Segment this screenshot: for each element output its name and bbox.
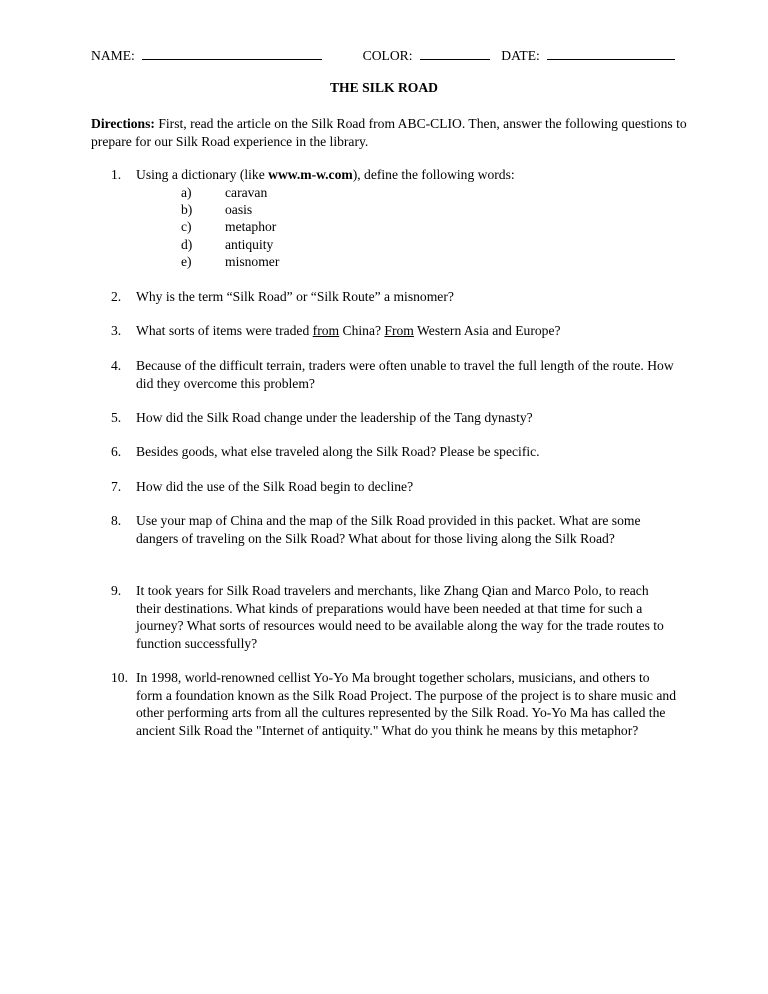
color-label: COLOR: bbox=[362, 48, 413, 63]
question-text: How did the use of the Silk Road begin to decline? bbox=[136, 479, 414, 494]
question-number: 10. bbox=[111, 670, 128, 685]
directions-label: Directions: bbox=[91, 116, 155, 131]
vocab-word: caravan bbox=[225, 185, 268, 200]
question-number: 6. bbox=[111, 444, 122, 459]
vocab-word: metaphor bbox=[225, 219, 277, 234]
item-letter: c) bbox=[181, 219, 192, 234]
question-number: 7. bbox=[111, 479, 122, 494]
question-number: 4. bbox=[111, 358, 122, 373]
item-letter: d) bbox=[181, 237, 193, 252]
q3-underlined-from: from bbox=[312, 323, 340, 338]
q3-text-part: What sorts of items were traded bbox=[136, 323, 313, 338]
question-number: 1. bbox=[111, 167, 122, 182]
question-number: 5. bbox=[111, 410, 122, 425]
vocab-word: antiquity bbox=[225, 237, 274, 252]
question-number: 9. bbox=[111, 583, 122, 598]
q1-text-post: ), define the following words: bbox=[352, 167, 515, 182]
question-text: Use your map of China and the map of the Silk Road provided in this packet. What are some dangers of traveling on the Silk Road? What about for those living along the Silk Road? bbox=[136, 513, 641, 546]
date-label: DATE: bbox=[501, 48, 540, 63]
q3-text-part: China? bbox=[339, 323, 385, 338]
question-number: 2. bbox=[111, 289, 122, 304]
color-blank[interactable] bbox=[420, 46, 490, 60]
question-number: 8. bbox=[111, 513, 122, 528]
name-label: NAME: bbox=[91, 48, 135, 63]
question-text: In 1998, world-renowned cellist Yo-Yo Ma brought together scholars, musicians, and others to form a foundation known as the Silk Road Project. The purpose of the project is to share music and other performing arts from all the cultures represented by the Silk Road. Yo-Yo Ma has called the ancient Silk Road the "Internet of antiquity." What do you think he means by this metaphor? bbox=[136, 670, 676, 738]
q1-text-pre: Using a dictionary (like bbox=[136, 167, 269, 182]
dictionary-link-text: www.m-w.com bbox=[268, 167, 353, 182]
item-letter: a) bbox=[181, 185, 192, 200]
question-text: Because of the difficult terrain, traders were often unable to travel the full length of the route. How did they overcome this problem? bbox=[136, 358, 674, 391]
question-text: Why is the term “Silk Road” or “Silk Route” a misnomer? bbox=[136, 289, 454, 304]
question-text: How did the Silk Road change under the leadership of the Tang dynasty? bbox=[136, 410, 533, 425]
vocab-word: oasis bbox=[225, 202, 253, 217]
item-letter: b) bbox=[181, 202, 193, 217]
q3-underlined-from-2: From bbox=[384, 323, 414, 338]
name-blank[interactable] bbox=[142, 46, 322, 60]
directions-text: First, read the article on the Silk Road from ABC-CLIO. Then, answer the following questions to prepare for our Silk Road experience in the library. bbox=[91, 116, 687, 149]
q3-text-part: Western Asia and Europe? bbox=[413, 323, 561, 338]
question-text: It took years for Silk Road travelers and merchants, like Zhang Qian and Marco Polo, to reach their destinations. What kinds of preparations would have been needed at that time for such a journey? What sorts of resources would need to be available along the way for the trade routes to function successfully? bbox=[136, 583, 664, 651]
directions bbox=[91, 115, 691, 150]
question-number: 3. bbox=[111, 323, 122, 338]
question-text bbox=[136, 166, 676, 184]
vocab-word: misnomer bbox=[225, 254, 280, 269]
question-text: Besides goods, what else traveled along the Silk Road? Please be specific. bbox=[136, 444, 540, 459]
question-text bbox=[136, 322, 676, 340]
page-title: THE SILK ROAD bbox=[329, 80, 439, 95]
item-letter: e) bbox=[181, 254, 192, 269]
header-line bbox=[91, 46, 675, 64]
date-blank[interactable] bbox=[547, 46, 675, 60]
